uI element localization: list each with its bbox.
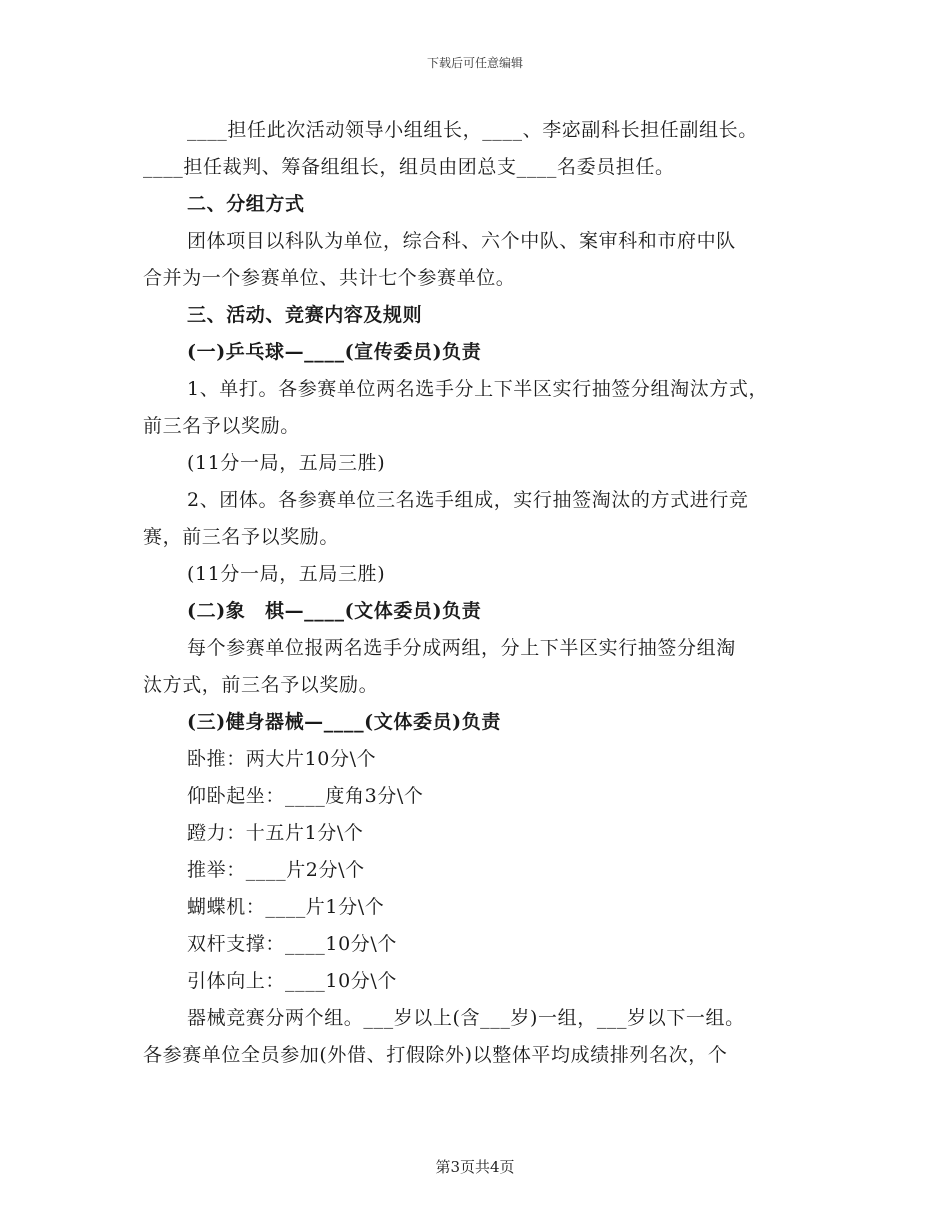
document-body bbox=[143, 112, 823, 1074]
section-heading: 二、分组方式 bbox=[187, 193, 305, 215]
section-heading: (二)象 棋—____(文体委员)负责 bbox=[187, 600, 482, 622]
paragraph-line: (11分一局，五局三胜) bbox=[187, 563, 386, 585]
paragraph-line: 卧推：两大片10分\个 bbox=[187, 748, 377, 770]
paragraph-line: 各参赛单位全员参加(外借、打假除外)以整体平均成绩排列名次，个 bbox=[143, 1044, 728, 1066]
paragraph-line: 赛，前三名予以奖励。 bbox=[143, 526, 340, 548]
paragraph-line: 前三名予以奖励。 bbox=[143, 415, 300, 437]
paragraph-line: 汰方式，前三名予以奖励。 bbox=[143, 674, 379, 696]
page-footer: 第3页共4页 bbox=[435, 1158, 515, 1176]
paragraph-line: 蹬力：十五片1分\个 bbox=[187, 822, 364, 844]
paragraph-line: 合并为一个参赛单位、共计七个参赛单位。 bbox=[143, 267, 516, 289]
paragraph-line: 1、单打。各参赛单位两名选手分上下半区实行抽签分组淘汰方式， bbox=[187, 378, 769, 400]
section-heading: (三)健身器械—____(文体委员)负责 bbox=[187, 711, 501, 733]
section-heading: (一)乒乓球—____(宣传委员)负责 bbox=[187, 341, 482, 363]
paragraph-line: ____担任裁判、筹备组组长，组员由团总支____名委员担任。 bbox=[143, 156, 675, 178]
paragraph-line: ____担任此次活动领导小组组长，____、李宓副科长担任副组长。 bbox=[187, 119, 758, 141]
section-heading: 三、活动、竞赛内容及规则 bbox=[187, 304, 423, 326]
paragraph-line: 引体向上：____10分\个 bbox=[187, 970, 397, 992]
paragraph-line: 推举：____片2分\个 bbox=[187, 859, 365, 881]
paragraph-line: 团体项目以科队为单位，综合科、六个中队、案审科和市府中队 bbox=[187, 230, 736, 252]
page-header: 下载后可任意编辑 bbox=[426, 56, 523, 70]
paragraph-line: 2、团体。各参赛单位三名选手组成，实行抽签淘汰的方式进行竞 bbox=[187, 489, 749, 511]
paragraph-line: (11分一局，五局三胜) bbox=[187, 452, 386, 474]
paragraph-line: 器械竞赛分两个组。___岁以上(含___岁)一组，___岁以下一组。 bbox=[187, 1007, 745, 1029]
paragraph-line: 蝴蝶机：____片1分\个 bbox=[187, 896, 385, 918]
paragraph-line: 双杆支撑：____10分\个 bbox=[187, 933, 397, 955]
paragraph-line: 每个参赛单位报两名选手分成两组，分上下半区实行抽签分组淘 bbox=[187, 637, 736, 659]
paragraph-line: 仰卧起坐：____度角3分\个 bbox=[187, 785, 424, 807]
